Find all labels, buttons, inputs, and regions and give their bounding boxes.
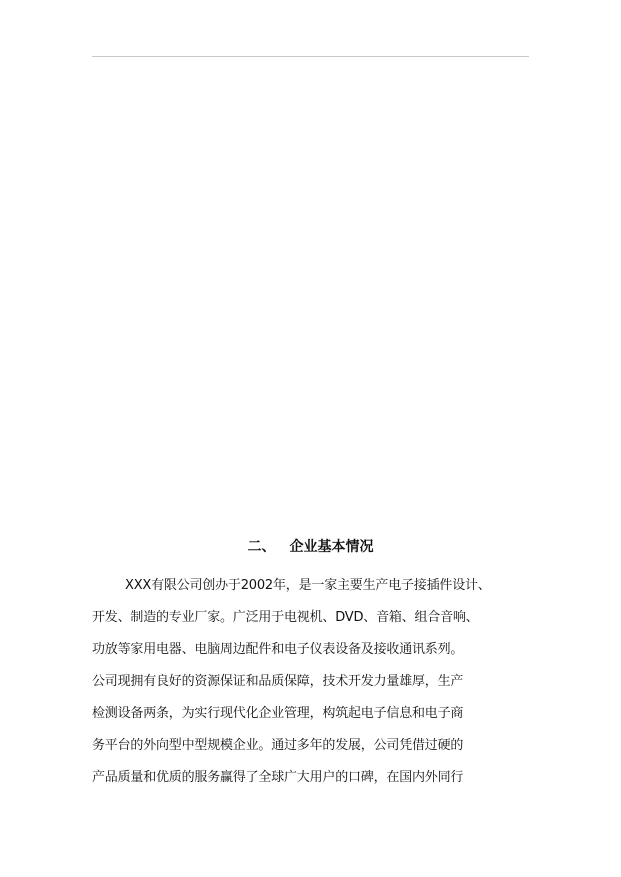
body-line: 开发、制造的专业厂家。广泛用于电视机、DVD、音箱、组合音响、 [92, 610, 479, 625]
body-line: 功放等家用电器、电脑周边配件和电子仪表设备及接收通讯系列。 [92, 642, 464, 657]
body-line: 产品质量和优质的服务赢得了全球广大用户的口碑，在国内外同行 [92, 770, 464, 785]
section-title: 企业基本情况 [289, 539, 374, 555]
header-rule [92, 56, 529, 57]
body-line: 务平台的外向型中型规模企业。通过多年的发展，公司凭借过硬的 [92, 738, 464, 753]
body-line: 检测设备两条，为实行现代化企业管理，构筑起电子信息和电子商 [92, 706, 464, 721]
body-line: XXX有限公司创办于2002年，是一家主要生产电子接插件设计、 [125, 578, 491, 593]
section-number: 二、 [247, 539, 276, 555]
body-line: 公司现拥有良好的资源保证和品质保障，技术开发力量雄厚，生产 [92, 674, 464, 689]
section-heading [0, 537, 621, 557]
body-paragraph [92, 570, 537, 794]
